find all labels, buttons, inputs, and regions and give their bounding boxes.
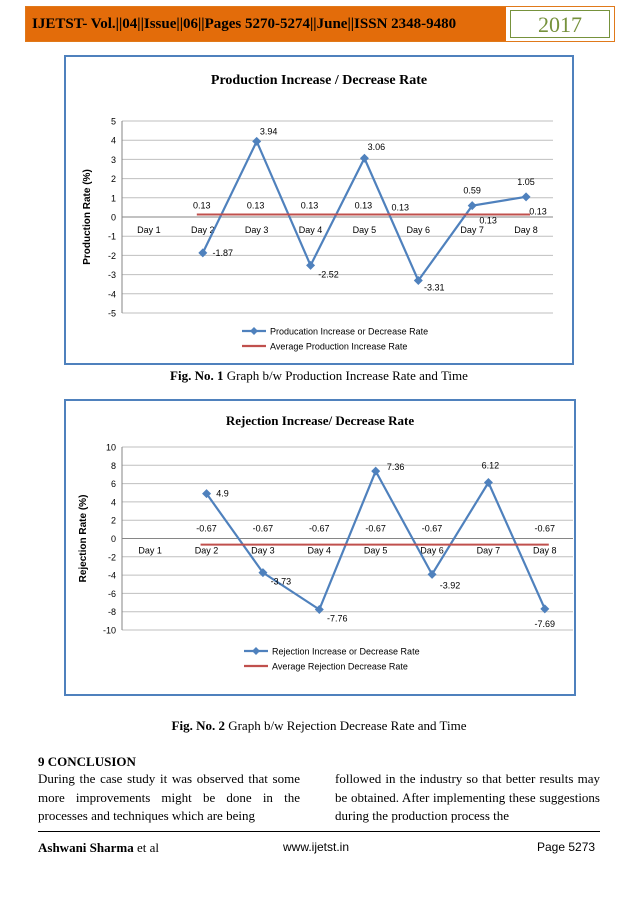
- y-tick-label: 0: [110, 212, 116, 223]
- x-tick-label: Day 6: [420, 545, 444, 556]
- data-label: 0.13: [391, 202, 410, 213]
- data-label: -7.76: [327, 613, 348, 624]
- data-label: -7.69: [534, 618, 556, 629]
- data-label: -2.52: [318, 269, 339, 280]
- legend-label: Producation Increase or Decrease Rate: [270, 326, 429, 337]
- y-tick-label: -6: [107, 588, 116, 599]
- data-label: -0.67: [365, 523, 386, 534]
- figure-caption-text: Graph b/w Production Increase Rate and Time: [223, 368, 468, 383]
- data-label: 1.05: [517, 176, 535, 187]
- data-point-marker: [522, 192, 531, 201]
- data-point-marker: [360, 154, 369, 163]
- author-name: Ashwani Sharma: [38, 840, 134, 855]
- y-tick-label: -2: [107, 552, 116, 563]
- legend-label: Average Rejection Decrease Rate: [272, 661, 408, 672]
- y-tick-label: 10: [105, 442, 116, 453]
- x-tick-label: Day 8: [514, 225, 538, 235]
- figure-caption-text: Graph b/w Rejection Decrease Rate and Time: [224, 718, 467, 733]
- x-tick-label: Day 2: [191, 225, 215, 235]
- y-tick-label: 3: [110, 154, 116, 165]
- figure-number: Fig. No. 1: [170, 368, 224, 383]
- x-tick-label: Day 5: [352, 225, 377, 235]
- x-tick-label: Day 7: [476, 545, 501, 556]
- data-label: -0.67: [252, 523, 274, 534]
- section-heading: 9 CONCLUSION: [38, 754, 136, 769]
- y-tick-label: 5: [110, 116, 116, 127]
- data-label: -3.31: [424, 282, 445, 293]
- y-tick-label: 1: [110, 193, 116, 204]
- data-label: -3.92: [439, 580, 461, 591]
- production-chart: [64, 55, 574, 365]
- journal-info: IJETST- Vol.||04||Issue||06||Pages 5270-5274||June||ISSN 2348-9480: [26, 7, 506, 41]
- data-label: -1.87: [212, 247, 234, 258]
- y-tick-label: 4: [110, 497, 116, 508]
- data-label: 0.13: [354, 200, 373, 211]
- y-tick-label: 2: [110, 515, 116, 526]
- data-label: 4.9: [216, 488, 229, 499]
- legend-label: Average Production Increase Rate: [270, 341, 408, 352]
- footer-author: [38, 840, 159, 856]
- data-label: -0.67: [309, 523, 330, 534]
- rejection-chart-plot: [66, 401, 574, 694]
- y-tick-label: -1: [107, 231, 116, 242]
- journal-year: 2017: [510, 10, 610, 38]
- data-label: -0.67: [421, 523, 443, 534]
- data-label: -3.73: [270, 576, 292, 587]
- y-tick-label: -4: [107, 570, 116, 581]
- rejection-chart: [64, 399, 576, 696]
- x-tick-label: Day 1: [137, 225, 161, 235]
- figure-2-caption: [0, 718, 638, 734]
- y-tick-label: -4: [107, 289, 116, 300]
- x-tick-label: Day 3: [251, 545, 275, 556]
- legend-marker: [252, 647, 260, 655]
- data-point-marker: [306, 261, 315, 270]
- data-label: 0.13: [193, 200, 211, 211]
- footer-divider: [38, 831, 600, 832]
- legend-label: Rejection Increase or Decrease Rate: [272, 646, 420, 657]
- x-tick-label: Day 8: [533, 545, 557, 556]
- figure-number: Fig. No. 2: [171, 718, 225, 733]
- y-tick-label: 8: [110, 460, 116, 471]
- data-point-marker: [198, 248, 207, 257]
- data-label: 6.12: [481, 460, 500, 471]
- data-label: 0.13: [300, 200, 319, 211]
- footer-page: Page 5273: [537, 840, 596, 854]
- data-label: -0.67: [534, 523, 556, 534]
- y-axis-title: Rejection Rate (%): [78, 494, 89, 583]
- x-tick-label: Day 4: [307, 545, 332, 556]
- data-label: 0.13: [479, 215, 497, 226]
- data-label: 0.59: [463, 185, 481, 196]
- author-etal: et al: [133, 840, 159, 855]
- y-axis-title: Production Rate (%): [82, 169, 93, 265]
- data-point-marker: [252, 137, 261, 146]
- y-tick-label: 6: [110, 479, 116, 490]
- chart-title: Production Increase / Decrease Rate: [210, 73, 428, 88]
- y-tick-label: 2: [110, 174, 116, 185]
- x-tick-label: Day 3: [244, 225, 269, 235]
- x-tick-label: Day 2: [194, 545, 219, 556]
- data-label: 7.36: [386, 462, 405, 473]
- rate-series-line: [207, 471, 545, 609]
- y-tick-label: -8: [107, 607, 116, 618]
- data-label: 3.94: [259, 126, 278, 137]
- chart-title: Rejection Increase/ Decrease Rate: [225, 413, 415, 428]
- y-tick-label: -5: [107, 308, 116, 319]
- data-label: 0.13: [246, 200, 265, 211]
- x-tick-label: Day 7: [460, 225, 484, 235]
- x-tick-label: Day 6: [406, 225, 431, 235]
- footer-url: www.ijetst.in: [283, 840, 350, 854]
- data-label: -0.67: [196, 523, 217, 534]
- body-text-right: followed in the industry so that better results may be obtained. After implementing these suggestions during the production process the: [335, 771, 600, 823]
- y-tick-label: -10: [102, 625, 116, 636]
- y-tick-label: 4: [110, 135, 116, 146]
- y-tick-label: 0: [110, 534, 116, 544]
- data-label: 3.06: [367, 142, 386, 153]
- data-label: 0.13: [529, 206, 547, 217]
- x-tick-label: Day 5: [363, 545, 388, 556]
- figure-1-caption: [0, 368, 638, 384]
- legend-marker: [250, 327, 258, 335]
- journal-header: [25, 6, 615, 42]
- body-text-left: During the case study it was observed that some more improvements might be done in the processes and techniques which are being: [38, 771, 300, 823]
- data-point-marker: [371, 467, 380, 476]
- x-tick-label: Day 4: [298, 225, 323, 235]
- y-tick-label: -2: [107, 250, 116, 261]
- y-tick-label: -3: [107, 270, 116, 281]
- x-tick-label: Day 1: [138, 545, 162, 556]
- production-chart-plot: [66, 57, 572, 363]
